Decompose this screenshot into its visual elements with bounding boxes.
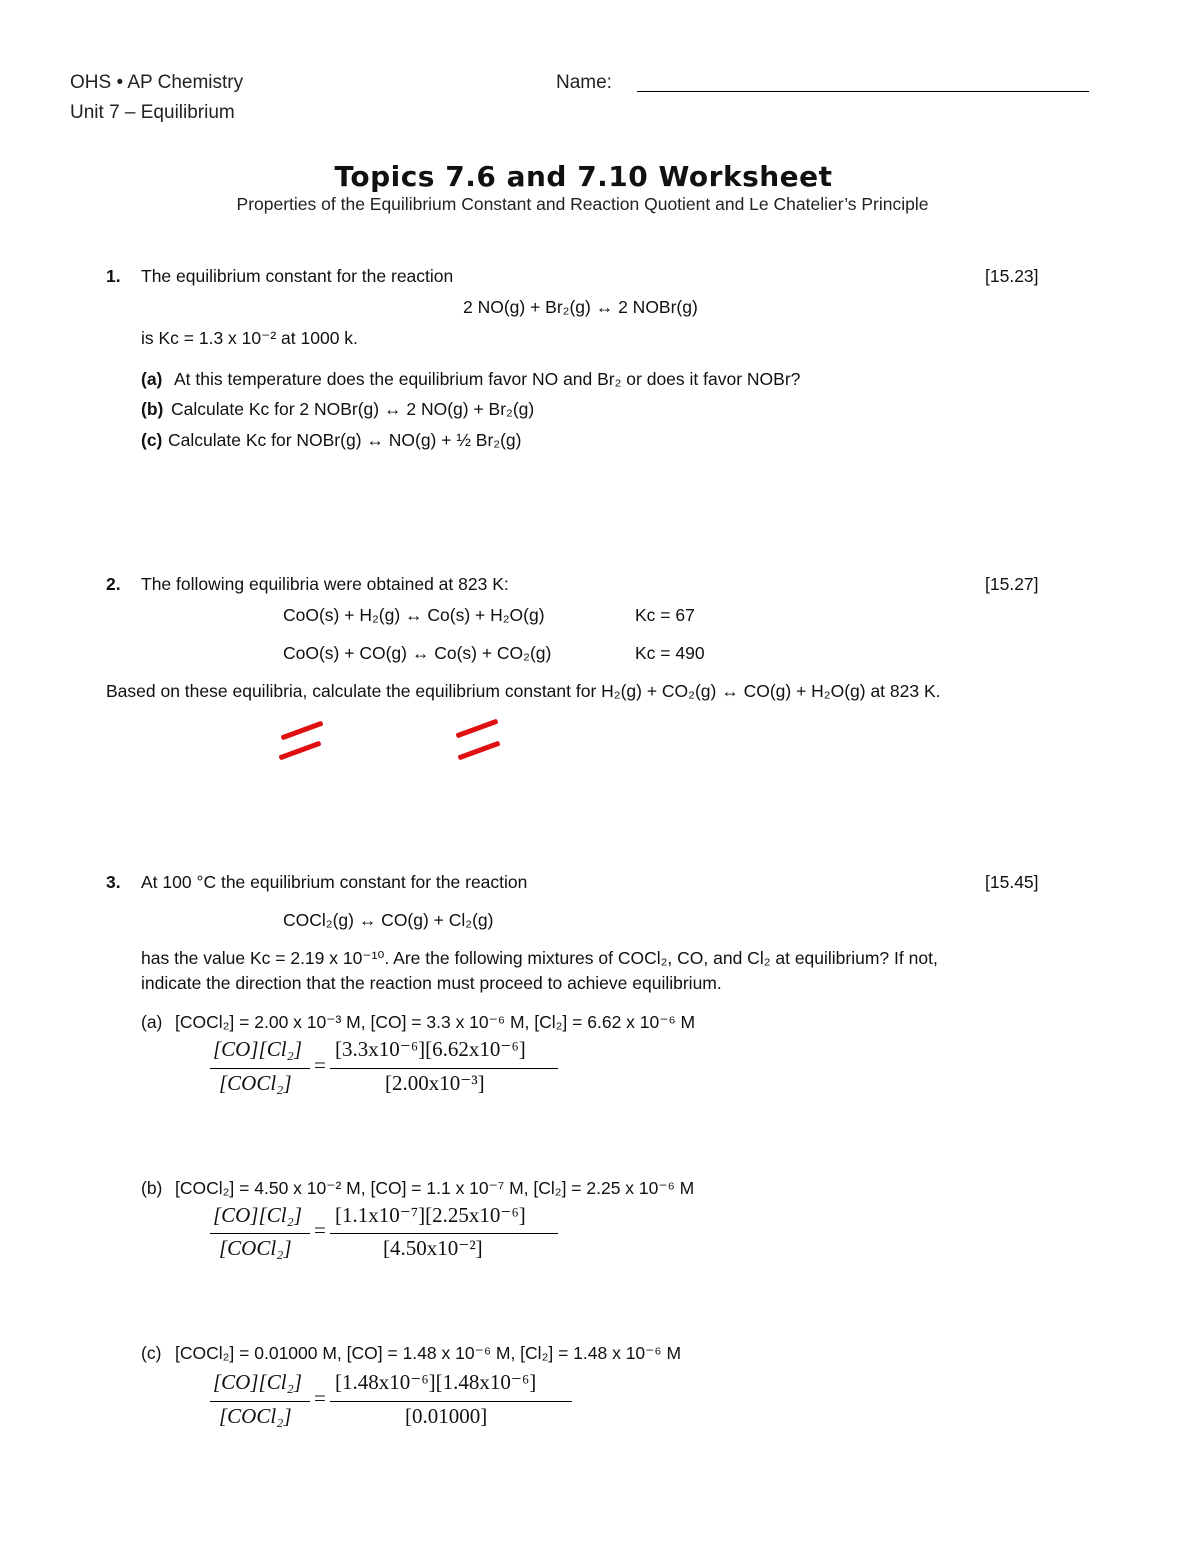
name-field-line[interactable]: [637, 91, 1089, 92]
q3c-concentrations: [COCl₂] = 0.01000 M, [CO] = 1.48 x 10⁻⁶ M, [Cl₂] = 1.48 x 10⁻⁶ M: [175, 1343, 682, 1363]
q2-equation-1: CoO(s) + H₂(g) ↔ Co(s) + H₂O(g): [283, 605, 545, 625]
red-mark: [455, 719, 498, 739]
q1b-label: (b): [141, 399, 164, 419]
q3a-lhs-denominator: [COCl₂]: [219, 1071, 292, 1095]
q3c-rhs-numerator: [1.48x10⁻⁶][1.48x10⁻⁶]: [335, 1370, 537, 1394]
q3b-lhs-denominator: [COCl₂]: [219, 1236, 292, 1260]
equals-sign: =: [314, 1218, 326, 1242]
q2-prompt: Based on these equilibria, calculate the equilibrium constant for H₂(g) + CO₂(g) ↔ CO(g) + H₂O(g) at 823 K.: [106, 681, 941, 701]
q2-equation-2: CoO(s) + CO(g) ↔ Co(s) + CO₂(g): [283, 643, 552, 663]
name-label: Name:: [556, 72, 612, 93]
q1a-label: (a): [141, 369, 163, 389]
q3c-lhs-denominator: [COCl₂]: [219, 1404, 292, 1428]
q3-prompt-line2: indicate the direction that the reaction must proceed to achieve equilibrium.: [141, 973, 722, 993]
course-label: OHS • AP Chemistry: [70, 72, 244, 93]
q3-text: At 100 °C the equilibrium constant for the reaction: [141, 872, 528, 892]
q3c-label: (c): [141, 1343, 162, 1363]
fraction-bar: [210, 1233, 310, 1234]
q2-reference: [15.27]: [985, 574, 1039, 594]
q2-equation-1-k: Kc = 67: [635, 605, 695, 625]
q2-equation-2-k: Kc = 490: [635, 643, 705, 663]
fraction-bar: [330, 1068, 558, 1069]
q3a-rhs-denominator: [2.00x10⁻³]: [385, 1071, 485, 1095]
page-title: Topics 7.6 and 7.10 Worksheet: [334, 160, 833, 193]
page-subtitle: Properties of the Equilibrium Constant and Reaction Quotient and Le Chatelier’s Principle: [236, 194, 929, 214]
q3-reaction: COCl₂(g) ↔ CO(g) + Cl₂(g): [283, 910, 494, 930]
q3-prompt-line1: has the value Kc = 2.19 x 10⁻¹⁰. Are the following mixtures of COCl₂, CO, and Cl₂ at equilibrium? If not,: [141, 948, 938, 968]
q1-reference: [15.23]: [985, 266, 1039, 286]
fraction-bar: [330, 1233, 558, 1234]
equals-sign: =: [314, 1386, 326, 1410]
q3b-rhs-denominator: [4.50x10⁻²]: [383, 1236, 483, 1260]
q1a-text: At this temperature does the equilibrium favor NO and Br₂ or does it favor NOBr?: [174, 369, 801, 389]
q3b-label: (b): [141, 1178, 163, 1198]
q1-reaction: 2 NO(g) + Br₂(g) ↔ 2 NOBr(g): [463, 297, 698, 317]
equals-sign: =: [314, 1053, 326, 1077]
q3c-lhs-numerator: [CO][Cl₂]: [213, 1370, 303, 1394]
q3-reference: [15.45]: [985, 872, 1039, 892]
fraction-bar: [210, 1068, 310, 1069]
q1c-text: Calculate Kc for NOBr(g) ↔ NO(g) + ½ Br₂(g): [168, 430, 522, 450]
red-mark: [457, 741, 500, 761]
q1-number: 1.: [106, 266, 121, 286]
q2-text: The following equilibria were obtained at 823 K:: [141, 574, 509, 594]
q3b-lhs-numerator: [CO][Cl₂]: [213, 1203, 303, 1227]
q1b-text: Calculate Kc for 2 NOBr(g) ↔ 2 NO(g) + Br₂(g): [171, 399, 535, 419]
q3b-concentrations: [COCl₂] = 4.50 x 10⁻² M, [CO] = 1.1 x 10⁻⁷ M, [Cl₂] = 2.25 x 10⁻⁶ M: [175, 1178, 695, 1198]
q3c-rhs-denominator: [0.01000]: [405, 1404, 488, 1428]
q3a-label: (a): [141, 1012, 163, 1032]
q3-number: 3.: [106, 872, 121, 892]
red-mark: [278, 741, 321, 761]
fraction-bar: [330, 1401, 572, 1402]
q1-kc: is Kc = 1.3 x 10⁻² at 1000 k.: [141, 328, 358, 348]
fraction-bar: [210, 1401, 310, 1402]
q3a-lhs-numerator: [CO][Cl₂]: [213, 1037, 303, 1061]
q2-number: 2.: [106, 574, 121, 594]
q3a-concentrations: [COCl₂] = 2.00 x 10⁻³ M, [CO] = 3.3 x 10⁻⁶ M, [Cl₂] = 6.62 x 10⁻⁶ M: [175, 1012, 696, 1032]
red-mark: [280, 721, 323, 741]
unit-label: Unit 7 – Equilibrium: [70, 102, 235, 123]
q3a-rhs-numerator: [3.3x10⁻⁶][6.62x10⁻⁶]: [335, 1037, 526, 1061]
q1-text: The equilibrium constant for the reaction: [141, 266, 454, 286]
q3b-rhs-numerator: [1.1x10⁻⁷][2.25x10⁻⁶]: [335, 1203, 526, 1227]
q1c-label: (c): [141, 430, 163, 450]
